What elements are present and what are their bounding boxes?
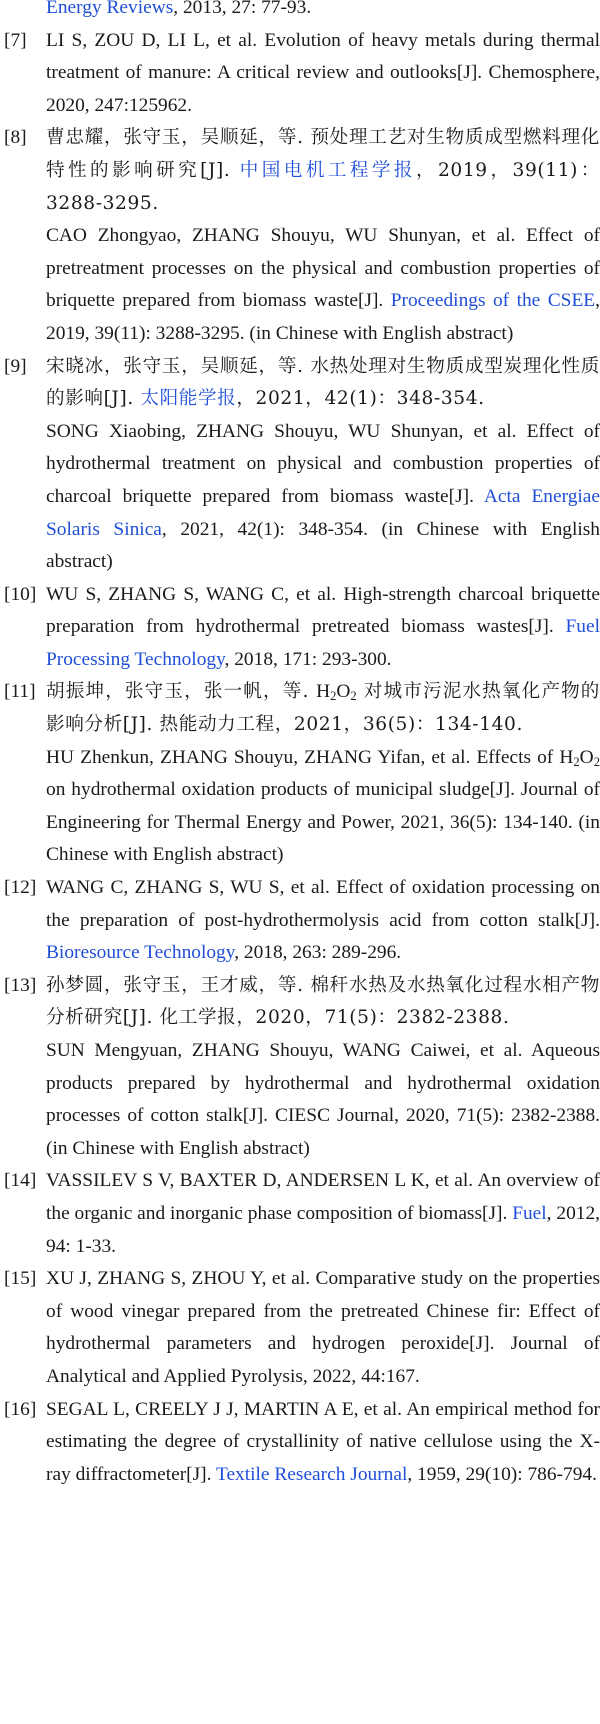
text-segment: 对城市污泥水热氧化产物的影响分析[J]. 热能动力工程，2021，36(5)：134-140. bbox=[46, 681, 600, 736]
text-segment: H bbox=[316, 681, 331, 703]
subscript: 2 bbox=[573, 754, 580, 769]
journal-link[interactable]: Bioresource Technology bbox=[46, 942, 235, 964]
reference-entry bbox=[0, 351, 600, 579]
text-segment: ，2021，42(1)：348-354. bbox=[236, 388, 485, 410]
reference-entry bbox=[0, 122, 600, 350]
reference-text bbox=[46, 676, 600, 741]
text-segment: VASSILEV S V, BAXTER D, ANDERSEN L K, et al. An overview of the organic and inorganic phase composition of biomass[J]. bbox=[46, 1170, 600, 1224]
reference-entry bbox=[0, 25, 600, 123]
reference-text bbox=[46, 742, 600, 872]
reference-text bbox=[46, 579, 600, 677]
text-segment: SEGAL L, CREELY J J, MARTIN A E, et al. An empirical method for estimating the degree of crystallinity of native cellulose using the X-ray diffractometer[J]. bbox=[46, 1398, 600, 1485]
text-segment: CAO Zhongyao, ZHANG Shouyu, WU Shunyan, et al. Effect of pretreatment processes on the physical and combustion properties of briquette prepared from biomass waste[J]. bbox=[46, 225, 600, 312]
text-segment: 曹忠耀，张守玉，吴顺延，等. 预处理工艺对生物质成型燃料理化特性的影响研究[J]. bbox=[46, 127, 600, 181]
reference-text bbox=[46, 1263, 600, 1393]
text-segment: , 2012, 94: 1-33. bbox=[46, 1202, 600, 1257]
journal-link[interactable]: 太阳能学报 bbox=[140, 388, 237, 410]
journal-link[interactable]: Proceedings of the CSEE bbox=[390, 290, 596, 312]
journal-link[interactable]: Fuel Processing Technology bbox=[46, 616, 600, 670]
reference-entry bbox=[0, 1394, 600, 1492]
text-segment: , 2018, 171: 293-300. bbox=[224, 648, 392, 670]
subscript: 2 bbox=[350, 689, 357, 704]
reference-entry bbox=[0, 579, 600, 677]
reference-number: [12] bbox=[4, 877, 37, 899]
text-segment: O bbox=[336, 681, 351, 703]
text-segment: , 2013, 27: 77-93. bbox=[173, 0, 312, 18]
reference-text bbox=[46, 351, 600, 416]
reference-entry bbox=[0, 1263, 600, 1393]
reference-entry bbox=[0, 0, 600, 25]
text-segment: XU J, ZHANG S, ZHOU Y, et al. Comparative study on the properties of wood vinegar prepared from the pretreated Chinese fir: Effect of hydrothermal parameters and hydrogen peroxide[J]. Journal of Analytical and Applied Pyrolysis, 2022, 44:167. bbox=[46, 1268, 600, 1387]
text-segment: 胡振坤，张守玉，张一帆，等. bbox=[46, 681, 317, 703]
text-segment: ，2019，39(11)：3288-3295. bbox=[46, 159, 600, 214]
text-segment: WU S, ZHANG S, WANG C, et al. High-strength charcoal briquette preparation from hydrothermal pretreated biomass wastes[J]. bbox=[46, 583, 600, 638]
reference-text bbox=[46, 970, 600, 1035]
reference-number: [13] bbox=[4, 974, 37, 996]
reference-entry bbox=[0, 872, 600, 970]
reference-number: [11] bbox=[4, 681, 36, 703]
reference-text bbox=[46, 220, 600, 350]
reference-entry bbox=[0, 676, 600, 872]
text-segment: SONG Xiaobing, ZHANG Shouyu, WU Shunyan, et al. Effect of hydrothermal treatment on physical and combustion properties of charcoal briquette prepared from biomass waste[J]. bbox=[46, 420, 600, 507]
reference-number: [15] bbox=[4, 1268, 37, 1290]
journal-link[interactable]: Acta Energiae Solaris Sinica bbox=[46, 485, 600, 540]
reference-text bbox=[46, 122, 600, 220]
journal-link[interactable]: Textile Research Journal bbox=[215, 1463, 408, 1485]
reference-number: [14] bbox=[4, 1170, 37, 1192]
text-segment: , 2021, 42(1): 348-354. (in Chinese with English abstract) bbox=[46, 518, 600, 573]
text-segment: , 1959, 29(10): 786-794. bbox=[407, 1463, 597, 1485]
subscript: 2 bbox=[593, 754, 600, 769]
reference-entry bbox=[0, 1165, 600, 1263]
journal-link[interactable]: 中国电机工程学报 bbox=[239, 159, 416, 181]
text-segment: O bbox=[579, 746, 594, 768]
journal-link[interactable]: Fuel bbox=[512, 1202, 547, 1224]
reference-text bbox=[46, 25, 600, 123]
text-segment: , 2019, 39(11): 3288-3295. (in Chinese with English abstract) bbox=[46, 290, 600, 344]
text-segment: on hydrothermal oxidation products of municipal sludge[J]. Journal of Engineering for Thermal Energy and Power, 2021, 36(5): 134-140. (in Chinese with English abstract) bbox=[46, 779, 600, 866]
reference-text bbox=[46, 1394, 600, 1492]
reference-number: [9] bbox=[4, 355, 27, 377]
reference-text bbox=[46, 1035, 600, 1165]
reference-number: [10] bbox=[4, 583, 37, 605]
subscript: 2 bbox=[330, 689, 337, 704]
text-segment: HU Zhenkun, ZHANG Shouyu, ZHANG Yifan, et al. Effects of H bbox=[46, 746, 574, 768]
reference-number: [8] bbox=[4, 127, 27, 149]
text-segment: 宋晓冰，张守玉，吴顺延，等. 水热处理对生物质成型炭理化性质的影响[J]. bbox=[46, 355, 600, 410]
reference-text bbox=[46, 1165, 600, 1263]
reference-text bbox=[46, 416, 600, 579]
reference-number: [16] bbox=[4, 1398, 37, 1420]
text-segment: WANG C, ZHANG S, WU S, et al. Effect of oxidation processing on the preparation of post-hydrothermolysis acid from cotton stalk[J]. bbox=[46, 877, 600, 931]
text-segment: 孙梦圆，张守玉，王才威，等. 棉秆水热及水热氧化过程水相产物分析研究[J]. 化工学报，2020，71(5)：2382-2388. bbox=[46, 974, 600, 1029]
reference-text bbox=[46, 0, 600, 25]
text-segment: , 2018, 263: 289-296. bbox=[234, 942, 402, 964]
reference-entry bbox=[0, 970, 600, 1166]
text-segment: LI S, ZOU D, LI L, et al. Evolution of heavy metals during thermal treatment of manure: A critical review and outlooks[J]. Chemosphere, 2020, 247:125962. bbox=[46, 29, 600, 116]
reference-number: [7] bbox=[4, 29, 27, 51]
journal-link[interactable]: Energy Reviews bbox=[46, 0, 174, 18]
text-segment: SUN Mengyuan, ZHANG Shouyu, WANG Caiwei, et al. Aqueous products prepared by hydrothermal and hydrothermal oxidation processes of cotton stalk[J]. CIESC Journal, 2020, 71(5): 2382-2388. (in Chinese with English abstract) bbox=[46, 1040, 600, 1159]
reference-text bbox=[46, 872, 600, 970]
